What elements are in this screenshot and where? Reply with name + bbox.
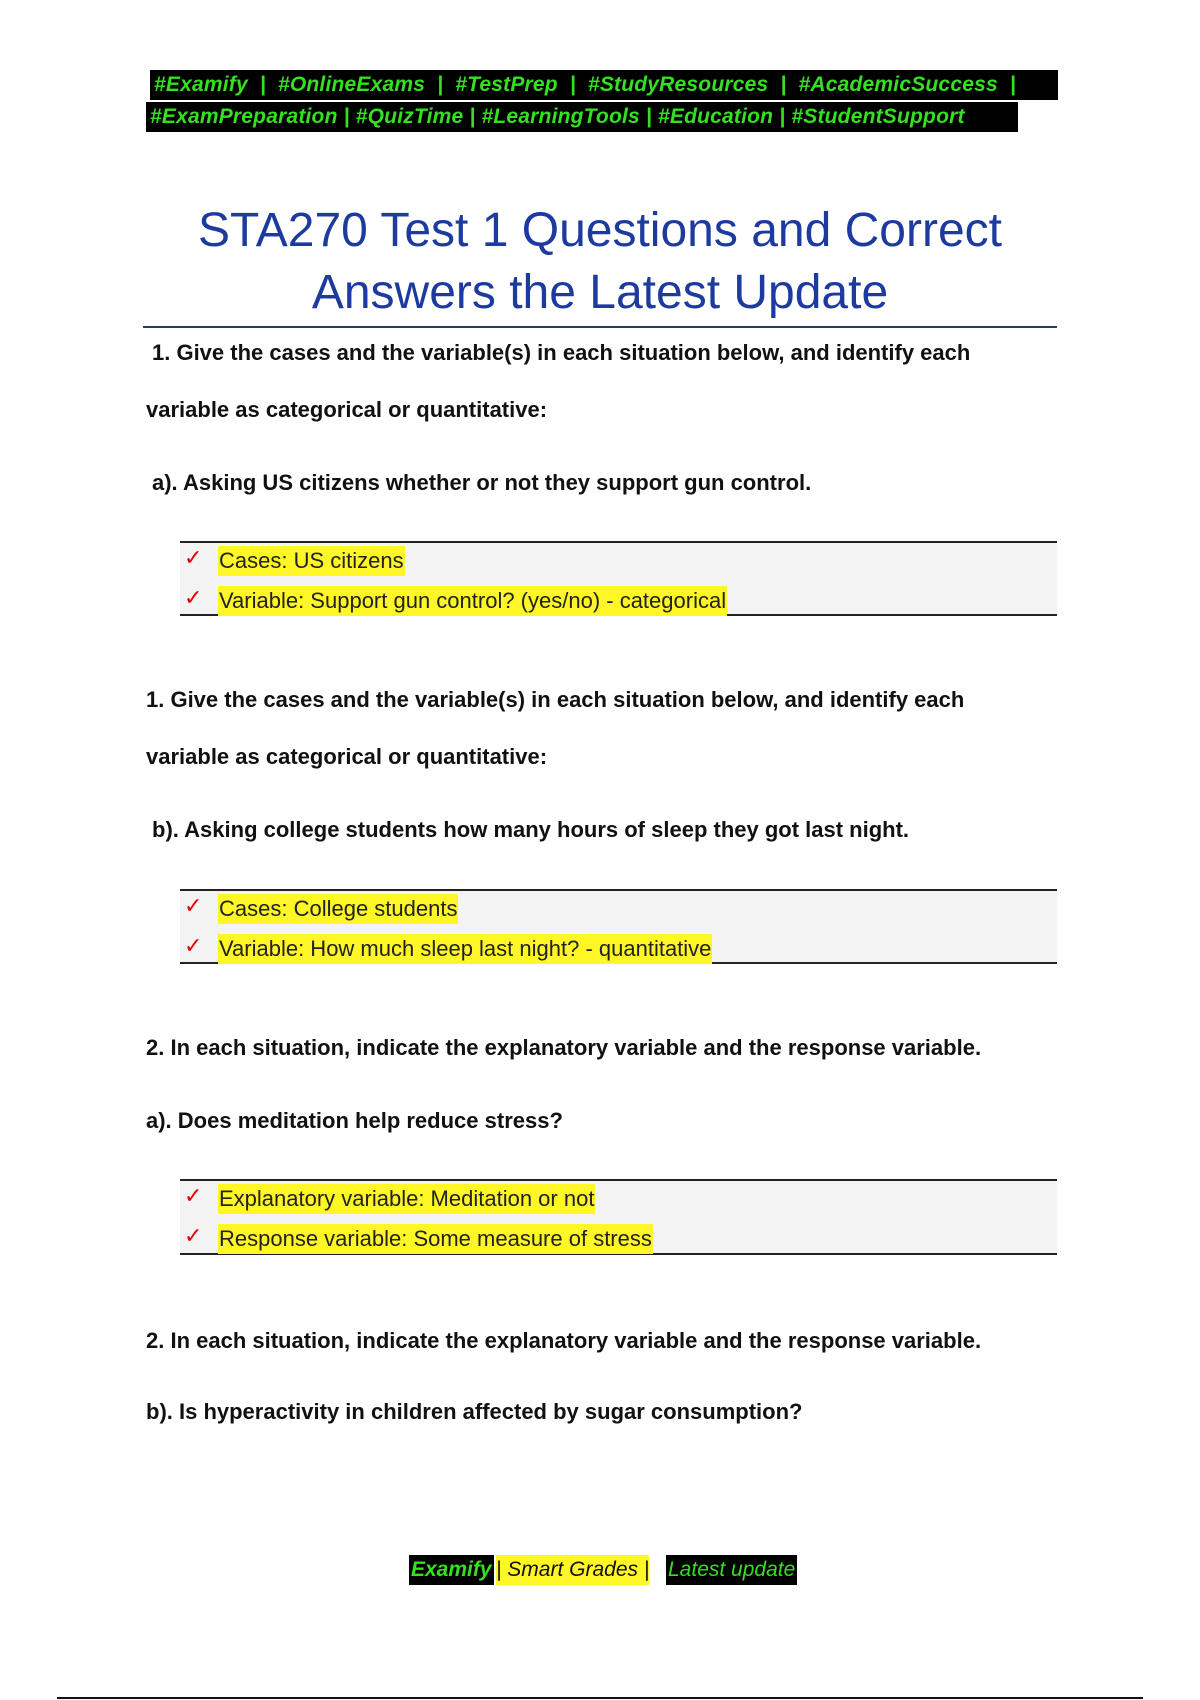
checkmark-icon: ✓ — [184, 585, 203, 610]
title-line-1: STA270 Test 1 Questions and Correct — [198, 204, 1002, 257]
footer-middle: | Smart Grades | — [496, 1555, 649, 1585]
answer-text: Cases: College students — [218, 894, 458, 924]
question-1b-stem-line-2: variable as categorical or quantitative: — [146, 744, 548, 769]
question-1a-stem-line-1: 1. Give the cases and the variable(s) in each situation below, and identify each — [152, 340, 971, 365]
answer-text: Cases: US citizens — [218, 546, 405, 576]
hashtag-line-1: #Examify | #OnlineExams | #TestPrep | #StudyResources | #AcademicSuccess | — [150, 70, 1058, 100]
checkmark-icon: ✓ — [184, 1223, 203, 1248]
page-bottom-rule — [57, 1697, 1143, 1699]
checkmark-icon: ✓ — [184, 893, 203, 918]
answer-box-1a — [180, 541, 1057, 616]
question-2a-part: a). Does meditation help reduce stress? — [146, 1108, 563, 1133]
question-2b-stem: 2. In each situation, indicate the explanatory variable and the response variable. — [146, 1328, 982, 1353]
question-1a-stem-line-2: variable as categorical or quantitative: — [146, 397, 548, 422]
answer-box-1b — [180, 889, 1057, 964]
answer-text: Response variable: Some measure of stress — [218, 1224, 653, 1254]
page-title — [143, 200, 1057, 324]
question-2a-stem: 2. In each situation, indicate the explanatory variable and the response variable. — [146, 1035, 982, 1060]
checkmark-icon: ✓ — [184, 545, 203, 570]
checkmark-icon: ✓ — [184, 933, 203, 958]
question-2b-part: b). Is hyperactivity in children affected by sugar consumption? — [146, 1399, 803, 1424]
answer-text: Variable: Support gun control? (yes/no) - categorical — [218, 586, 727, 616]
title-divider — [143, 326, 1057, 328]
checkmark-icon: ✓ — [184, 1183, 203, 1208]
question-1b-part: b). Asking college students how many hours of sleep they got last night. — [152, 817, 910, 842]
footer-brand: Examify — [409, 1555, 494, 1585]
hashtag-line-2: #ExamPreparation | #QuizTime | #LearningTools | #Education | #StudentSupport — [146, 102, 1018, 132]
question-1b-stem-line-1: 1. Give the cases and the variable(s) in each situation below, and identify each — [146, 687, 965, 712]
footer-latest: Latest update — [666, 1555, 797, 1585]
answer-text: Explanatory variable: Meditation or not — [218, 1184, 595, 1214]
answer-text: Variable: How much sleep last night? - quantitative — [218, 934, 712, 964]
answer-box-2a — [180, 1179, 1057, 1255]
question-1a-part: a). Asking US citizens whether or not they support gun control. — [152, 470, 812, 495]
title-line-2: Answers the Latest Update — [311, 266, 889, 319]
